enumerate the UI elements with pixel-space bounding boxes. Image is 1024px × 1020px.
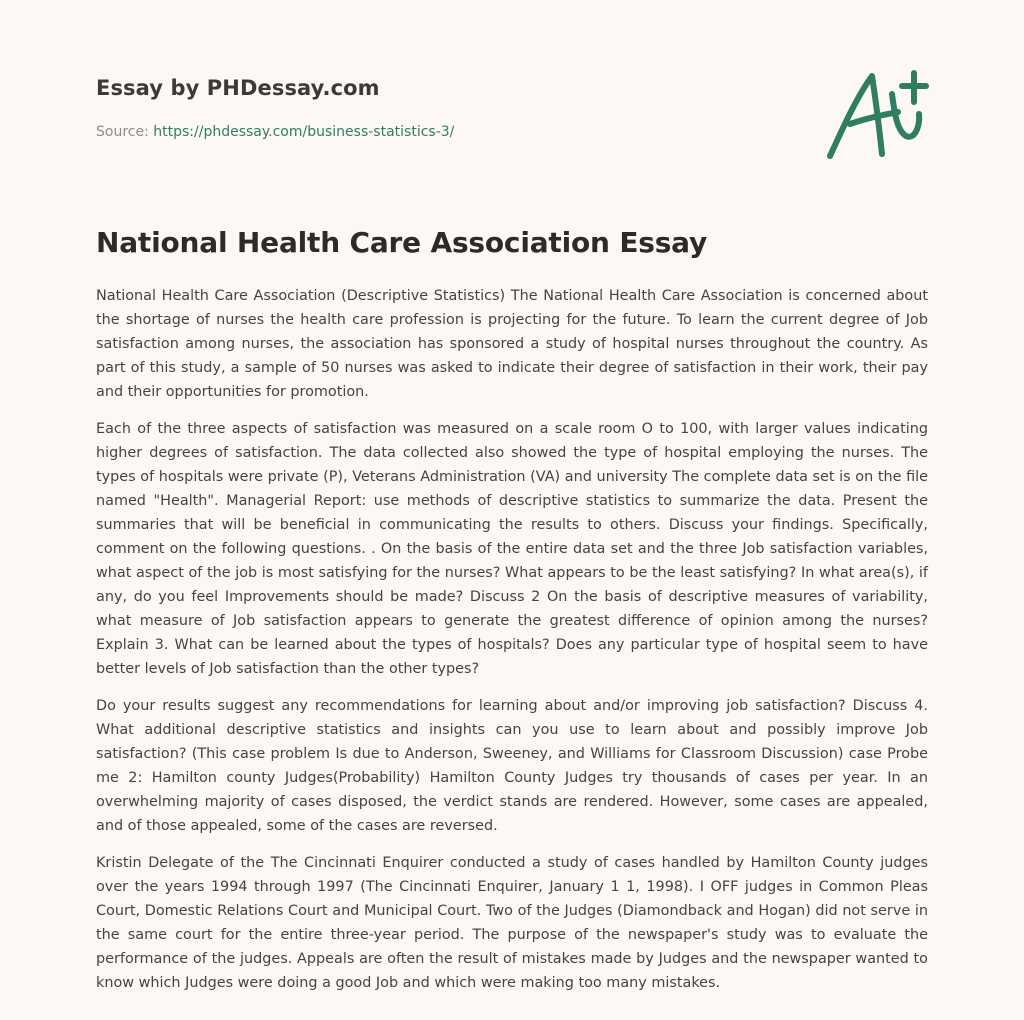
a-plus-grade-icon — [822, 68, 932, 164]
essay-paragraph: Each of the three aspects of satisfaction was measured on a scale room O to 100, with larger values indicating higher degrees of satisfaction. The data collected also showed the type of hospital employing the nurses. The types of hospitals were private (P), Veterans Administration (VA) and university The complete data set is on the file named "Health". Managerial Report: use methods of descriptive statistics to summarize the data. Present the summaries that will be beneficial in communicating the results to others. Discuss your findings. Specifically, comment on the following questions. . On the basis of the entire data set and the three Job satisfaction variables, what aspect of the job is most satisfying for the nurses? What appears to be the least satisfying? In what area(s), if any, do you feel Improvements should be made? Discuss 2 On the basis of descriptive measures of variability, what measure of Job satisfaction appears to generate the greatest difference of opinion among the nurses? Explain 3. What can be learned about the types of hospitals? Does any particular type of hospital seem to have better levels of Job satisfaction than the other types? — [96, 421, 928, 677]
source-label: Source: — [96, 124, 149, 140]
essay-paragraph: Kristin Delegate of the The Cincinnati Enquirer conducted a study of cases handled by Hamilton County judges over the years 1994 through 1997 (The Cincinnati Enquirer, January 1 1, 1998). I OFF judges in Common Pleas Court, Domestic Relations Court and Municipal Court. Two of the Judges (Diamondback and Hogan) did not serve in the same court for the entire three-year period. The purpose of the newspaper's study was to evaluate the performance of the judges. Appeals are often the result of mistakes made by Judges and the newspaper wanted to know which Judges were doing a good Job and which were making too many mistakes. — [96, 855, 928, 991]
article-title: National Health Care Association Essay — [96, 226, 708, 259]
essay-body — [96, 284, 928, 1008]
essay-paragraph: Do your results suggest any recommendations for learning about and/or improving job satisfaction? Discuss 4. What additional descriptive statistics and insights can you use to learn about and possibly improve Job satisfaction? (This case problem Is due to Anderson, Sweeney, and Williams for Classroom Discussion) case Probe me 2: Hamilton county Judges(Probability) Hamilton County Judges try thousands of cases per year. In an overwhelming majority of cases disposed, the verdict stands are rendered. However, some cases are appealed, and of those appealed, some of the cases are reversed. — [96, 698, 928, 834]
source-line — [96, 124, 454, 140]
source-link[interactable]: https://phdessay.com/business-statistics-3/ — [153, 124, 455, 140]
site-title: Essay by PHDessay.com — [96, 76, 380, 100]
essay-paragraph: National Health Care Association (Descriptive Statistics) The National Health Care Association is concerned about the shortage of nurses the health care profession is projecting for the future. To learn the current degree of Job satisfaction among nurses, the association has sponsored a study of hospital nurses throughout the country. As part of this study, a sample of 50 nurses was asked to indicate their degree of satisfaction in their work, their pay and their opportunities for promotion. — [96, 288, 928, 400]
page-header — [96, 72, 928, 182]
